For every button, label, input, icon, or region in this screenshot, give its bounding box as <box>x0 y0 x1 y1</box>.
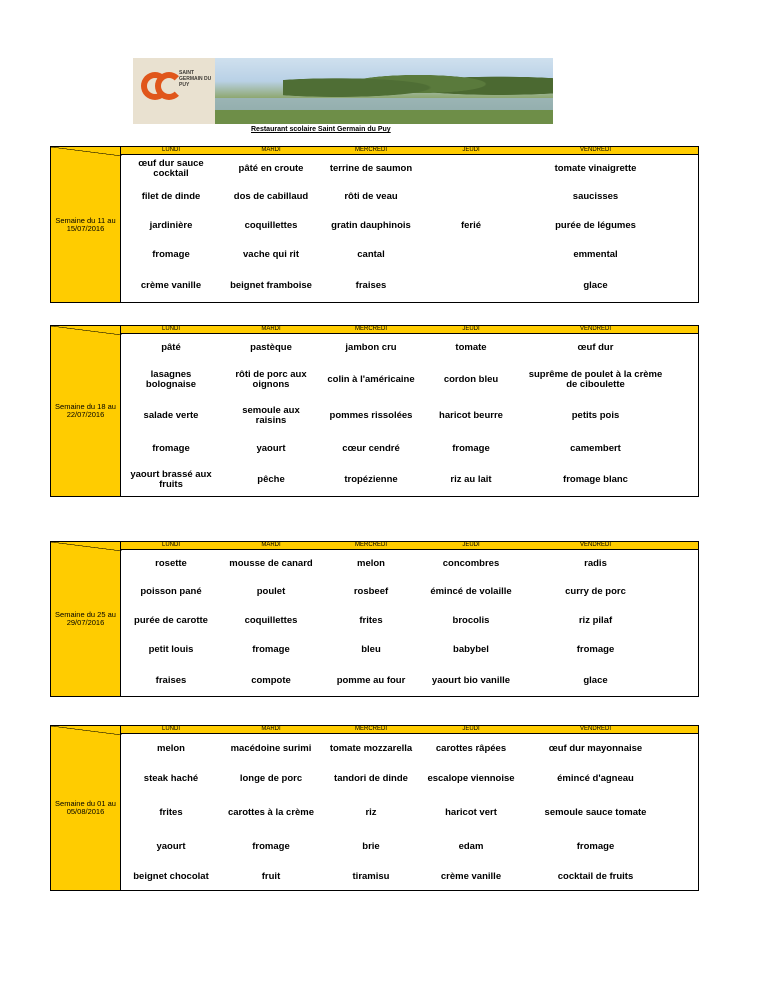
dish-text: tomate mozzarella <box>329 743 413 754</box>
dish-text: fromage <box>252 644 290 655</box>
menu-dish <box>321 606 421 636</box>
menu-dish <box>321 183 421 211</box>
dish-text: petits pois <box>571 410 620 421</box>
menu-dish <box>121 578 221 606</box>
dish-text: œuf dur mayonnaise <box>548 743 643 754</box>
week-sidebar <box>50 725 121 891</box>
dish-text: haricot beurre <box>439 410 503 421</box>
menu-dish <box>121 550 221 578</box>
menu-dish <box>521 398 670 434</box>
dish-text: semoule sauce tomate <box>544 807 647 818</box>
menu-dish <box>121 664 221 697</box>
menu-dish <box>521 463 670 497</box>
dish-text: curry de porc <box>565 586 626 597</box>
menu-dish <box>421 734 521 764</box>
menu-dish <box>121 734 221 764</box>
menu-dish <box>321 155 421 183</box>
dish-text: émincé d'agneau <box>557 773 634 784</box>
dish-text: riz au lait <box>450 474 492 485</box>
menu-dish <box>121 463 221 497</box>
dish-text: fromage <box>252 841 290 852</box>
dish-text: pâté <box>161 342 181 353</box>
menu-dish <box>221 362 321 398</box>
menu-dish <box>521 794 670 832</box>
dish-text: tropézienne <box>344 474 398 485</box>
menu-dish <box>521 578 670 606</box>
menu-dish <box>421 764 521 794</box>
dish-text: jardinière <box>149 220 193 231</box>
dish-text: melon <box>357 558 385 569</box>
dish-text: purée de carotte <box>134 615 208 626</box>
dish-text: filet de dinde <box>141 191 201 202</box>
menu-dish <box>221 269 321 303</box>
week-sidebar <box>50 325 121 497</box>
day-header: LUNDI <box>161 726 180 732</box>
dish-text: concombres <box>442 558 500 569</box>
week-label: Semaine du 25 au 29/07/2016 <box>55 610 116 627</box>
menu-dish <box>421 862 521 891</box>
dish-text: tandori de dinde <box>334 773 408 784</box>
menu-dish <box>321 734 421 764</box>
landscape-ground <box>215 110 553 124</box>
dish-text: mousse de canard <box>229 558 313 569</box>
day-header: JEUDI <box>462 726 480 732</box>
menu-dish <box>521 434 670 463</box>
menu-dish <box>121 211 221 241</box>
menu-dish <box>521 550 670 578</box>
dish-text: vache qui rit <box>243 249 299 260</box>
menu-dish <box>121 862 221 891</box>
dish-text: tiramisu <box>352 870 390 882</box>
menu-dish <box>321 578 421 606</box>
dish-text: frites <box>359 615 383 626</box>
dish-text: poulet <box>256 586 286 597</box>
dish-text: crème vanille <box>140 280 202 291</box>
menu-dish <box>121 434 221 463</box>
menu-dish <box>321 269 421 303</box>
dish-text: terrine de saumon <box>329 163 413 174</box>
week-grid <box>121 146 699 303</box>
day-header: MERCREDI <box>354 542 387 548</box>
menu-dish <box>121 362 221 398</box>
dish-text: émincé de volaille <box>430 586 512 597</box>
menu-dish <box>421 211 521 241</box>
week-table <box>50 725 699 891</box>
logo-text: SAINT GERMAIN DU PUY <box>179 70 212 88</box>
menu-dish <box>421 398 521 434</box>
menu-dish <box>321 664 421 697</box>
menu-dish <box>321 636 421 664</box>
dish-text: suprême de poulet à la crème de ciboulette <box>528 369 663 390</box>
menu-dish <box>321 463 421 497</box>
menu-dish <box>321 334 421 362</box>
dish-text: fraises <box>355 280 387 291</box>
day-header: MARDI <box>261 542 281 548</box>
day-header: VENDREDI <box>579 726 611 732</box>
dish-text: beignet framboise <box>230 280 312 291</box>
day-header: JEUDI <box>462 147 480 153</box>
dish-text: yaourt <box>256 442 286 454</box>
dish-text: semoule aux raisins <box>242 405 300 426</box>
menu-dish <box>321 550 421 578</box>
dish-text: fromage <box>152 442 190 454</box>
dish-text: lasagnes bolognaise <box>145 369 197 390</box>
menu-dish <box>321 862 421 891</box>
week-sidebar <box>50 146 121 303</box>
menu-dish <box>221 794 321 832</box>
week-table <box>50 541 699 697</box>
dish-text: fromage blanc <box>563 474 628 485</box>
menu-dish <box>221 241 321 269</box>
dish-text: crème vanille <box>440 870 502 882</box>
menu-dish <box>121 269 221 303</box>
dish-text: cœur cendré <box>342 442 400 454</box>
dish-text: compote <box>251 674 291 686</box>
dish-text: pêche <box>257 474 285 485</box>
dish-text: œuf dur <box>577 342 614 353</box>
week-label: Semaine du 01 au 05/08/2016 <box>55 799 116 816</box>
day-header: LUNDI <box>161 326 180 332</box>
dish-text: colin à l'américaine <box>327 374 415 385</box>
dish-text: rôti de veau <box>344 191 398 202</box>
dish-text: fromage <box>452 442 490 454</box>
menu-dish <box>121 606 221 636</box>
menu-dish <box>321 398 421 434</box>
week-grid <box>121 541 699 697</box>
menu-dish <box>421 578 521 606</box>
dish-text: pâté en croute <box>238 163 304 174</box>
week-table <box>50 325 699 497</box>
week-grid <box>121 725 699 891</box>
dish-text: steak haché <box>143 773 199 784</box>
dish-text: salade verte <box>143 410 199 421</box>
dish-text: rosette <box>155 558 187 569</box>
dish-text: melon <box>157 743 185 754</box>
menu-dish <box>321 764 421 794</box>
menu-dish <box>421 636 521 664</box>
menu-dish <box>221 334 321 362</box>
dish-text: jambon cru <box>345 342 397 353</box>
dish-text: beignet chocolat <box>133 870 209 882</box>
menu-dish <box>521 832 670 862</box>
day-header: JEUDI <box>462 542 480 548</box>
day-header: VENDREDI <box>579 326 611 332</box>
menu-dish <box>221 398 321 434</box>
menu-dish <box>521 362 670 398</box>
menu-dish <box>521 636 670 664</box>
diagonal-divider <box>51 542 122 551</box>
menu-dish <box>321 362 421 398</box>
week-sidebar <box>50 541 121 697</box>
menu-dish <box>421 463 521 497</box>
menu-dish <box>121 636 221 664</box>
menu-dish <box>421 362 521 398</box>
dish-text: fruit <box>261 870 281 882</box>
day-header: MARDI <box>261 726 281 732</box>
week-label: Semaine du 18 au 22/07/2016 <box>55 402 116 419</box>
dish-text: fromage <box>576 841 615 852</box>
week-label: Semaine du 11 au 15/07/2016 <box>55 215 116 233</box>
menu-dish <box>321 832 421 862</box>
menu-dish <box>521 211 670 241</box>
menu-dish <box>221 183 321 211</box>
dish-text: purée de légumes <box>555 220 636 231</box>
menu-dish <box>221 862 321 891</box>
dish-text: cordon bleu <box>443 374 499 385</box>
dish-text: cantal <box>357 249 385 260</box>
menu-dish <box>221 550 321 578</box>
dish-text: edam <box>458 841 484 852</box>
menu-dish <box>521 269 670 303</box>
dish-text: riz pilaf <box>578 615 613 626</box>
dish-text: fromage <box>576 644 615 655</box>
dish-text: poisson pané <box>140 586 202 597</box>
menu-dish <box>221 734 321 764</box>
dish-text: gratin dauphinois <box>331 220 411 231</box>
menu-dish <box>521 606 670 636</box>
page-caption: Restaurant scolaire Saint Germain du Puy <box>251 126 391 133</box>
dish-text: camembert <box>570 442 621 454</box>
menu-dish <box>221 155 321 183</box>
dish-text: rosbeef <box>353 586 389 597</box>
dish-text: coquillettes <box>244 615 298 626</box>
dish-text: glace <box>583 674 608 686</box>
menu-dish <box>221 664 321 697</box>
menu-dish <box>121 832 221 862</box>
menu-dish <box>321 241 421 269</box>
dish-text: tomate vinaigrette <box>554 163 637 174</box>
dish-text: bleu <box>361 644 381 655</box>
menu-dish <box>421 794 521 832</box>
dish-text: frites <box>159 807 183 818</box>
menu-dish <box>421 832 521 862</box>
menu-dish <box>521 862 670 891</box>
week-grid <box>121 325 699 497</box>
day-header: VENDREDI <box>579 542 611 548</box>
menu-dish <box>321 794 421 832</box>
day-header: MERCREDI <box>354 147 387 153</box>
menu-dish <box>121 794 221 832</box>
menu-dish <box>121 398 221 434</box>
menu-dish <box>221 636 321 664</box>
menu-dish <box>121 155 221 183</box>
dish-text: haricot vert <box>445 807 497 818</box>
dish-text: tomate <box>455 342 487 353</box>
menu-dish <box>421 550 521 578</box>
dish-text: yaourt <box>156 841 186 852</box>
day-header: LUNDI <box>161 147 180 153</box>
week-table <box>50 146 699 303</box>
menu-dish <box>521 734 670 764</box>
dish-text: riz <box>365 807 377 818</box>
day-header: JEUDI <box>462 326 480 332</box>
menu-dish <box>421 334 521 362</box>
menu-dish <box>221 764 321 794</box>
dish-text: saucisses <box>572 191 619 202</box>
day-header: MERCREDI <box>354 326 387 332</box>
dish-text: cocktail de fruits <box>557 870 634 882</box>
menu-dish <box>221 606 321 636</box>
menu-dish <box>121 764 221 794</box>
dish-text: carottes râpées <box>435 743 507 754</box>
menu-dish <box>121 183 221 211</box>
diagonal-divider <box>51 326 122 335</box>
menu-dish <box>321 434 421 463</box>
menu-dish <box>521 764 670 794</box>
dish-text: yaourt bio vanille <box>431 674 511 686</box>
dish-text: rôti de porc aux oignons <box>235 369 307 390</box>
dish-text: babybel <box>453 644 489 655</box>
menu-dish <box>221 463 321 497</box>
dish-text: macédoine surimi <box>230 743 312 754</box>
menu-dish <box>521 241 670 269</box>
diagonal-divider <box>51 147 122 156</box>
menu-dish <box>221 434 321 463</box>
dish-text: fromage <box>152 249 190 260</box>
header-banner <box>133 58 553 124</box>
landscape-trees <box>283 66 553 102</box>
menu-dish <box>221 211 321 241</box>
menu-dish <box>521 155 670 183</box>
menu-dish <box>521 183 670 211</box>
dish-text: petit louis <box>148 644 194 655</box>
menu-dish <box>321 211 421 241</box>
day-header: LUNDI <box>161 542 180 548</box>
dish-text: ferié <box>460 220 482 231</box>
menu-dish <box>221 578 321 606</box>
menu-dish <box>421 664 521 697</box>
dish-text: pastèque <box>250 342 292 353</box>
menu-dish <box>121 241 221 269</box>
dish-text: œuf dur sauce cocktail <box>138 158 204 179</box>
dish-text: glace <box>583 280 608 291</box>
day-header: MARDI <box>261 147 281 153</box>
landscape-lake <box>215 98 553 110</box>
dish-text: brie <box>362 841 380 852</box>
day-header: VENDREDI <box>579 147 611 153</box>
dish-text: yaourt brassé aux fruits <box>130 469 212 490</box>
dish-text: radis <box>584 558 607 569</box>
menu-dish <box>521 334 670 362</box>
day-header: MERCREDI <box>354 726 387 732</box>
dish-text: pomme au four <box>336 674 406 686</box>
dish-text: coquillettes <box>244 220 298 231</box>
town-logo <box>133 58 215 124</box>
dish-text: brocolis <box>452 615 490 626</box>
dish-text: emmental <box>573 249 618 260</box>
menu-dish <box>221 832 321 862</box>
dish-text: pommes rissolées <box>329 410 413 421</box>
diagonal-divider <box>51 726 122 735</box>
dish-text: fraises <box>155 674 187 686</box>
dish-text: carottes à la crème <box>227 807 315 818</box>
menu-dish <box>521 664 670 697</box>
dish-text: dos de cabillaud <box>233 191 309 202</box>
menu-dish <box>421 434 521 463</box>
menu-dish <box>421 606 521 636</box>
menu-dish <box>121 334 221 362</box>
dish-text: escalope viennoise <box>427 773 515 784</box>
dish-text: longe de porc <box>239 773 303 784</box>
day-header: MARDI <box>261 326 281 332</box>
